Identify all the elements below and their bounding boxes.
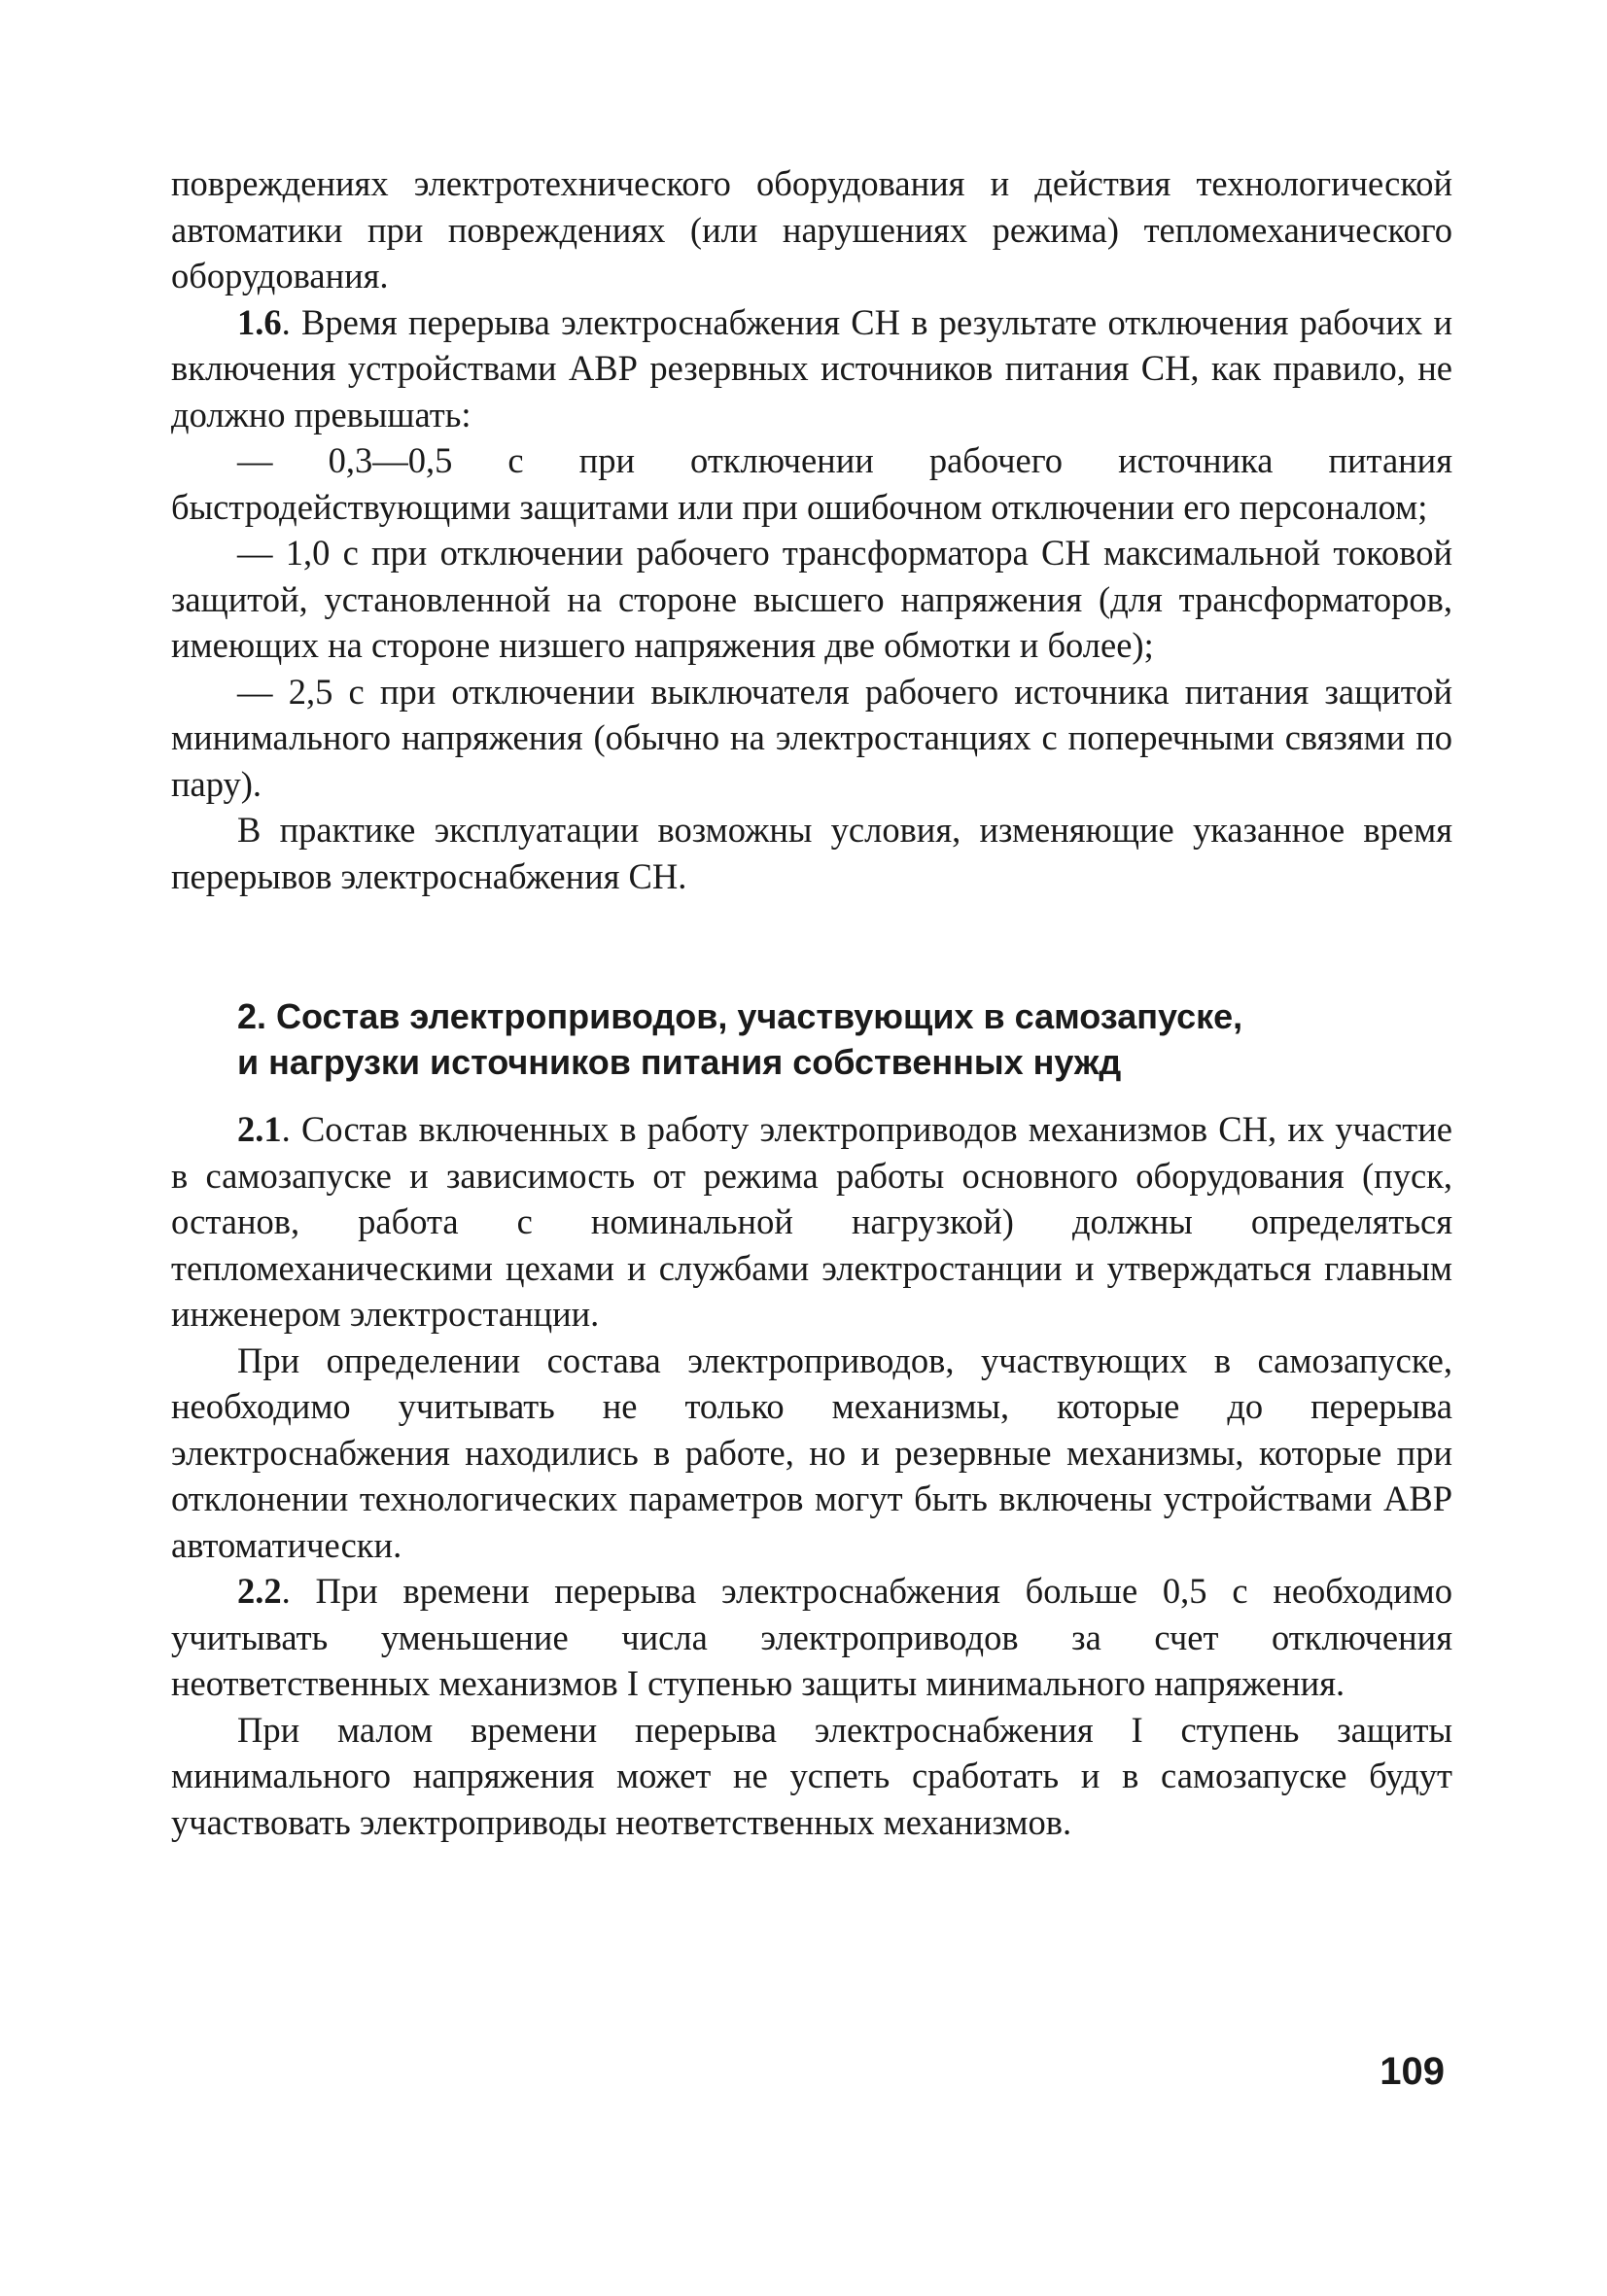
paragraph-2-1 xyxy=(171,1106,1452,1338)
paragraph-1-6-closing: В практике эксплуатации возможны условия, изменяющие указанное время перерывов электроснабжения СН. xyxy=(171,810,1452,896)
paragraph-2-2 xyxy=(171,1568,1452,1707)
page-number: 109 xyxy=(1380,2050,1445,2093)
paragraph-2-1-b: При определении состава электроприводов, участвующих в самозапуске, необходимо учитывать не только механизмы, которые до перерыва электроснабжения находились в работе, но и резервные механизмы, которые при отклонении технологических параметров могут быть включены устройствами АВР автоматически. xyxy=(171,1339,1452,1565)
paragraph-continuation: повреждениях электротехнического оборудования и действия технологической автоматики при повреждениях (или нарушениях режима) тепломеханического оборудования. xyxy=(171,163,1452,296)
paragraph-1-6-text: . Время перерыва электроснабжения СН в результате отключения рабочих и включения устройствами АВР резервных источников питания СН, как правило, не должно превышать: xyxy=(171,301,1452,435)
list-item-dash-3: — 2,5 с при отключении выключателя рабочего источника питания защитой минимального напряжения (обычно на электростанциях с поперечными связями по пару). xyxy=(171,671,1452,804)
page-body xyxy=(171,160,1452,1845)
section-2-heading xyxy=(237,993,1452,1085)
paragraph-2-2-text: . При времени перерыва электроснабжения больше 0,5 с необходимо учитывать уменьшение числа электроприводов за счет отключения неответственных механизмов I ступенью защиты минимального напряжения. xyxy=(171,1571,1452,1703)
section-2-heading-line-1: 2. Состав электроприводов, участвующих в самозапуске, xyxy=(237,996,1243,1036)
list-item-dash-1: — 0,3—0,5 с при отключении рабочего источника питания быстродействующими защитами или при ошибочном отключении его персоналом; xyxy=(171,440,1452,527)
section-number-2-1: 2.1 xyxy=(237,1109,282,1149)
list-item-dash-2: — 1,0 с при отключении рабочего трансформатора СН максимальной токовой защитой, установленной на стороне высшего напряжения (для трансформаторов, имеющих на стороне низшего напряжения две обмотки и более); xyxy=(171,533,1452,665)
section-number-1-6: 1.6 xyxy=(237,301,282,342)
paragraph-2-1-text: . Состав включенных в работу электроприводов механизмов СН, их участие в самозапуске и зависимость от режима работы основного оборудования (пуск, останов, работа с номинальной нагрузкой) должны определяться тепломеханическими цехами и службами электростанции и утверждаться главным инженером электростанции. xyxy=(171,1109,1452,1334)
paragraph-2-2-b: При малом времени перерыва электроснабжения I ступень защиты минимального напряжения может не успеть сработать и в самозапуске будут участвовать электроприводы неответственных механизмов. xyxy=(171,1709,1452,1842)
paragraph-1-6 xyxy=(171,299,1452,438)
section-2-heading-line-2: и нагрузки источников питания собственных нужд xyxy=(237,1042,1122,1082)
section-number-2-2: 2.2 xyxy=(237,1571,282,1611)
